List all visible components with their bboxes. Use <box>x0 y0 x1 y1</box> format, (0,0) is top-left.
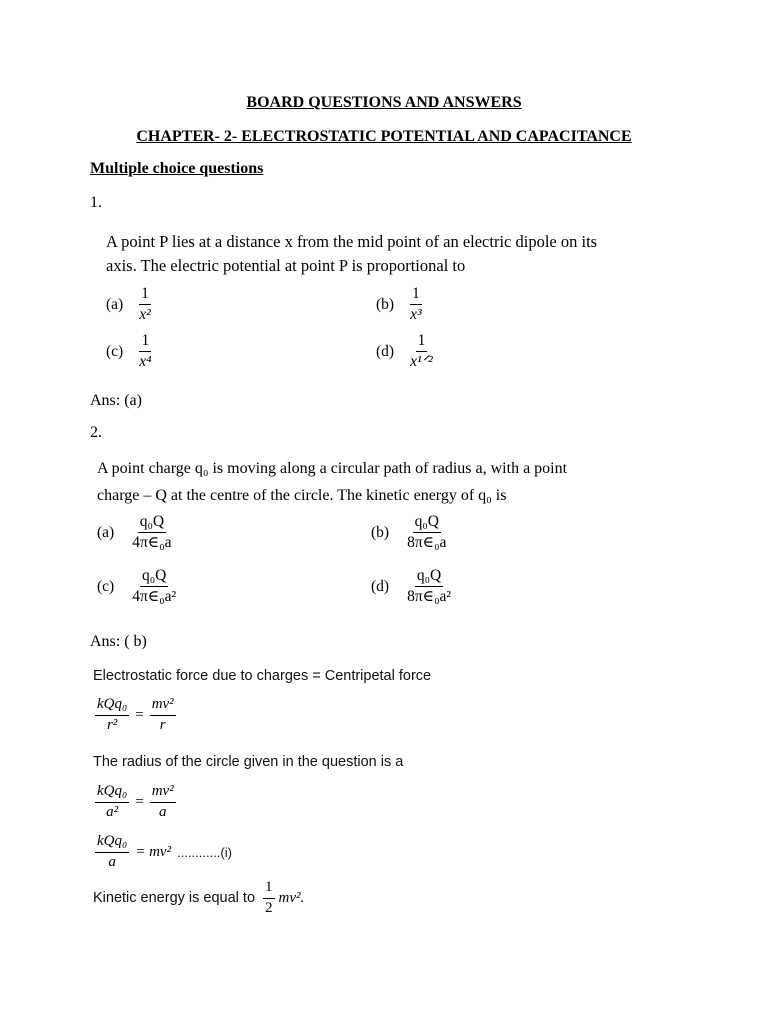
q1-option-d-numerator: 1 <box>416 333 428 352</box>
q1-option-d-fraction <box>408 333 435 371</box>
q1-option-a-fraction <box>137 286 153 324</box>
half-fraction <box>263 880 275 917</box>
equation-3-lhs <box>95 834 129 871</box>
equation-3-rhs: = mv² <box>135 843 172 860</box>
chapter-title: CHAPTER- 2- ELECTROSTATIC POTENTIAL AND CAPACITANCE <box>136 128 632 145</box>
q2-option-c-numerator: q₀Q <box>140 568 168 587</box>
q1-option-c-fraction <box>137 333 153 371</box>
equation-3-lhs-denominator: a <box>108 853 116 870</box>
solution-line-1: Electrostatic force due to charges = Centripetal force <box>93 668 432 684</box>
q2-option-a-denominator: 4π∈₀a <box>132 534 172 552</box>
document-title: BOARD QUESTIONS AND ANSWERS <box>246 94 522 111</box>
q1-option-a-denominator: x² <box>139 306 151 324</box>
q2-option-c-denominator: 4π∈₀a² <box>132 588 177 606</box>
question-1-number: 1. <box>90 194 102 211</box>
equation-3-lhs-numerator: kQq₀ <box>95 834 129 853</box>
question-1-answer: Ans: (a) <box>90 392 142 409</box>
q1-option-b-fraction <box>408 286 424 324</box>
q2-option-b-label: (b) <box>371 523 390 541</box>
equation-1-rhs-denominator: r <box>159 716 166 733</box>
q2-option-a-numerator: q₀Q <box>138 514 166 533</box>
q1-option-b-numerator: 1 <box>410 286 422 305</box>
equation-2-rhs-numerator: mv² <box>150 784 176 803</box>
equation-2-rhs <box>150 784 176 821</box>
q2-option-b-numerator: q₀Q <box>413 514 441 533</box>
q1-option-c <box>106 333 153 371</box>
solution-line-2: The radius of the circle given in the question is a <box>93 754 404 770</box>
equation-1-rhs-numerator: mv² <box>150 697 176 716</box>
q1-option-a <box>106 286 153 324</box>
equation-2-rhs-denominator: a <box>158 803 167 820</box>
q2-option-a <box>97 514 174 552</box>
equation-1-lhs-numerator: kQq₀ <box>95 697 129 716</box>
equation-2-lhs <box>95 784 129 821</box>
half-numerator: 1 <box>263 880 275 899</box>
question-1-text <box>106 230 706 278</box>
question-2-number: 2. <box>90 424 102 441</box>
equation-2-lhs-numerator: kQq₀ <box>95 784 129 803</box>
q2-option-d-label: (d) <box>371 577 390 595</box>
equation-1-rhs <box>150 697 176 734</box>
kinetic-energy-expression: mv². <box>278 889 305 906</box>
equation-2 <box>95 784 176 821</box>
kinetic-energy-text: Kinetic energy is equal to <box>93 890 256 907</box>
q1-option-a-numerator: 1 <box>139 286 151 305</box>
solution-line-3 <box>93 880 304 917</box>
question-2-line-2: charge – Q at the centre of the circle. The kinetic energy of q₀ is <box>97 487 507 504</box>
q1-option-d-denominator: x¹ᐟ² <box>410 353 433 371</box>
equation-2-equals: = <box>135 793 144 810</box>
q2-option-d-fraction <box>405 568 453 606</box>
q2-option-a-fraction <box>130 514 173 552</box>
q2-option-c <box>97 568 178 606</box>
equation-1-equals: = <box>135 706 144 723</box>
question-2-answer: Ans: ( b) <box>90 633 147 650</box>
q1-option-d-label: (d) <box>376 342 395 360</box>
q1-option-c-numerator: 1 <box>139 333 151 352</box>
q1-option-b <box>376 286 424 324</box>
q1-option-b-label: (b) <box>376 295 395 313</box>
q1-option-d <box>376 333 435 371</box>
equation-1-lhs <box>95 697 129 734</box>
q2-option-d-denominator: 8π∈₀a² <box>407 588 452 606</box>
q2-option-a-label: (a) <box>97 523 115 541</box>
equation-3-tag: ............(i) <box>177 844 232 860</box>
equation-1-lhs-denominator: r² <box>106 716 118 733</box>
half-denominator: 2 <box>265 899 273 916</box>
q1-option-a-label: (a) <box>106 295 124 313</box>
equation-1 <box>95 697 176 734</box>
q1-option-c-label: (c) <box>106 342 124 360</box>
q2-option-b-denominator: 8π∈₀a <box>407 534 447 552</box>
section-heading: Multiple choice questions <box>90 160 264 177</box>
q1-option-c-denominator: x⁴ <box>139 353 152 371</box>
q2-option-d <box>371 568 453 606</box>
question-1-line-2: axis. The electric potential at point P is proportional to <box>106 256 466 275</box>
q2-option-c-label: (c) <box>97 577 115 595</box>
q2-option-d-numerator: q₀Q <box>415 568 443 587</box>
q2-option-c-fraction <box>130 568 178 606</box>
question-2-text <box>97 455 717 509</box>
equation-2-lhs-denominator: a² <box>106 803 119 820</box>
equation-3 <box>95 834 232 871</box>
q2-option-b-fraction <box>405 514 448 552</box>
question-1-line-1: A point P lies at a distance x from the mid point of an electric dipole on its <box>106 232 598 251</box>
question-2-line-1: A point charge q₀ is moving along a circular path of radius a, with a point <box>97 460 568 477</box>
q2-option-b <box>371 514 448 552</box>
q1-option-b-denominator: x³ <box>410 306 422 324</box>
